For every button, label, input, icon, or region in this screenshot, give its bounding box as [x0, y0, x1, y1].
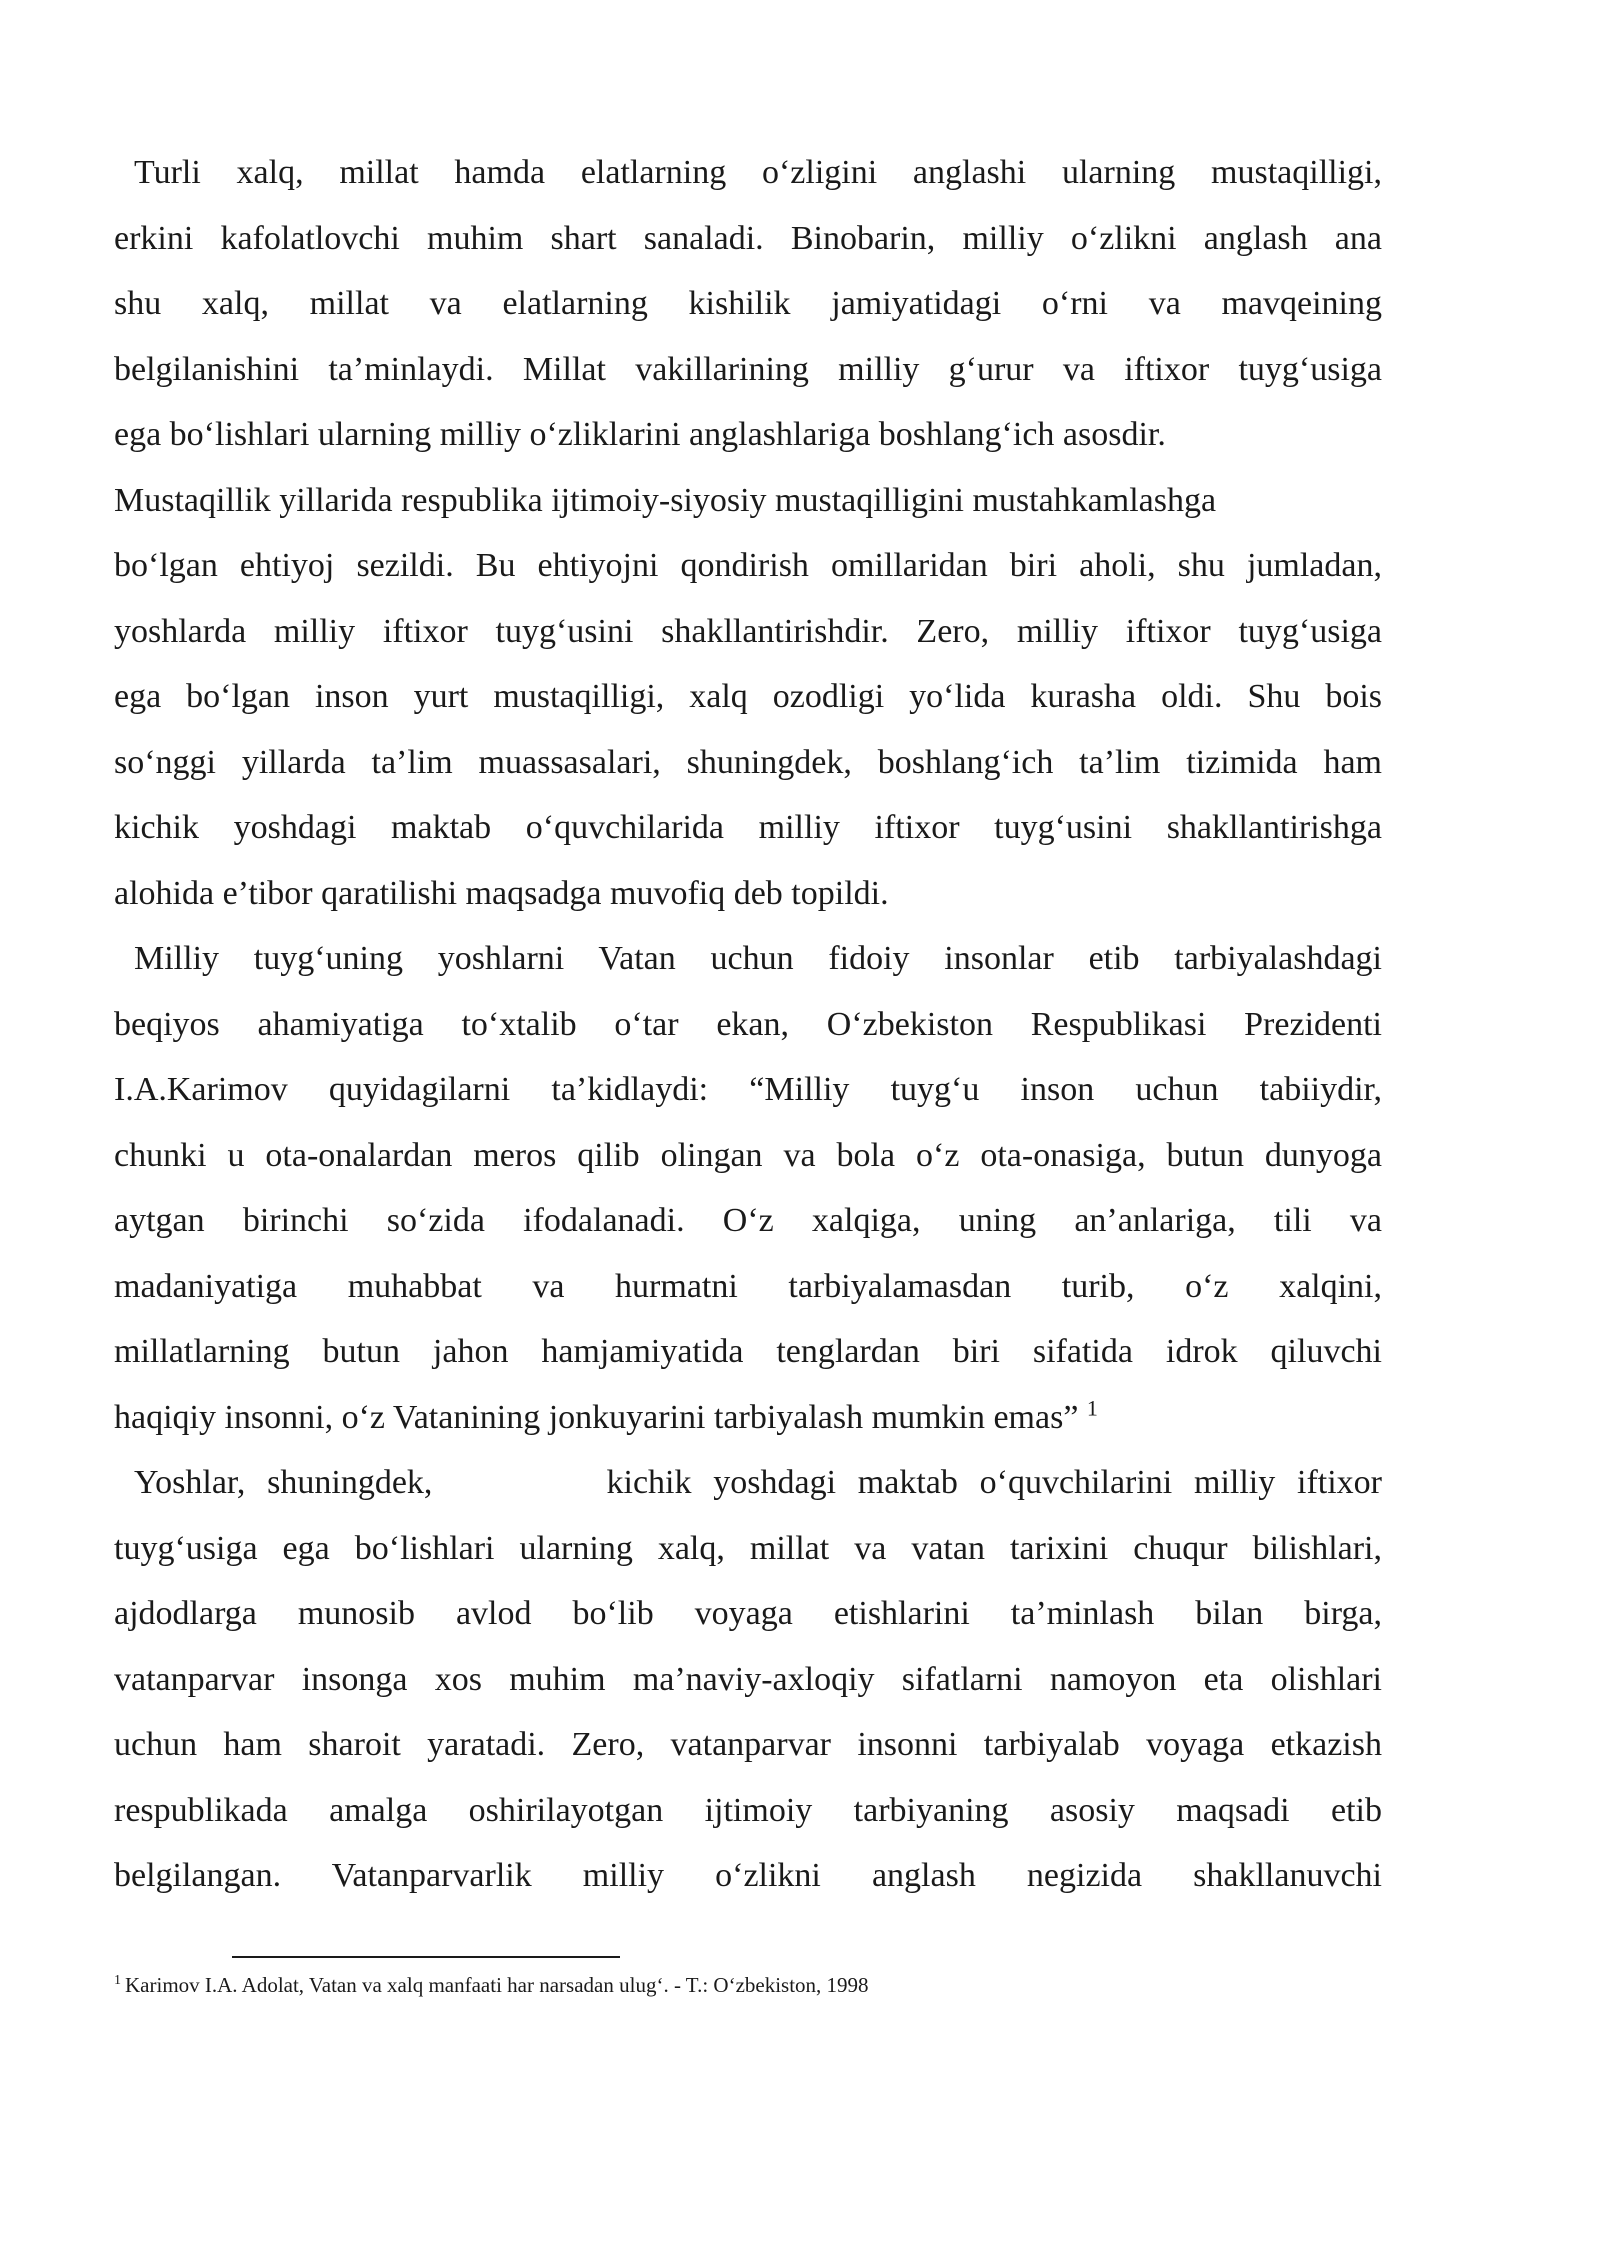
paragraph-2	[114, 468, 1382, 927]
text-line: I.A.Karimov quyidagilarni ta’kidlaydi: “Milliy tuyg‘u inson uchun tabiiydir,	[114, 1071, 1382, 1108]
text-line: alohida e’tibor qaratilishi maqsadga muvofiq deb topildi.	[114, 874, 889, 912]
text-line: erkini kafolatlovchi muhim shart sanaladi. Binobarin, milliy o‘zlikni anglash ana	[114, 219, 1382, 257]
text-line: Yoshlar, shuningdek, kichik yoshdagi maktab o‘quvchilarini milliy iftixor	[134, 1464, 1382, 1501]
text-line: vatanparvar insonga xos muhim ma’naviy-axloqiy sifatlarni namoyon eta olishlari	[114, 1660, 1382, 1698]
text-line: Turli xalq, millat hamda elatlarning o‘zligini anglashi ularning mustaqilligi,	[134, 154, 1382, 191]
text-line: respublikada amalga oshirilayotgan ijtimoiy tarbiyaning asosiy maqsadi etib	[114, 1791, 1382, 1829]
text-line: millatlarning butun jahon hamjamiyatida tenglardan biri sifatida idrok qiluvchi	[114, 1333, 1382, 1370]
text-line: belgilanishini ta’minlaydi. Millat vakillarining milliy g‘urur va iftixor tuyg‘usiga	[114, 350, 1382, 388]
footnote	[114, 1970, 1382, 2000]
footnote-separator	[232, 1956, 620, 1958]
text-line: belgilangan. Vatanparvarlik milliy o‘zlikni anglash negizida shakllanuvchi	[114, 1857, 1382, 1894]
text-line: shu xalq, millat va elatlarning kishilik jamiyatidagi o‘rni va mavqeining	[114, 285, 1382, 322]
paragraph-1	[114, 140, 1382, 468]
text-line: so‘nggi yillarda ta’lim muassasalari, shuningdek, boshlang‘ich ta’lim tizimida ham	[114, 743, 1382, 781]
body-text	[114, 140, 1382, 1909]
text-line: aytgan birinchi so‘zida ifodalanadi. O‘z xalqiga, uning an’anlariga, tili va	[114, 1202, 1382, 1239]
text-line: yoshlarda milliy iftixor tuyg‘usini shakllantirishdir. Zero, milliy iftixor tuyg‘usiga	[114, 612, 1382, 650]
text-line: Mustaqillik yillarida respublika ijtimoiy-siyosiy mustaqilligini mustahkamlashga	[114, 481, 1217, 519]
text-line: Milliy tuyg‘uning yoshlarni Vatan uchun fidoiy insonlar etib tarbiyalashdagi	[134, 940, 1382, 977]
text-line: uchun ham sharoit yaratadi. Zero, vatanparvar insonni tarbiyalab voyaga etkazish	[114, 1726, 1382, 1763]
paragraph-3	[114, 926, 1382, 1450]
text-line: haqiqiy insonni, o‘z Vatanining jonkuyarini tarbiyalash mumkin emas”	[114, 1398, 1079, 1436]
paragraph-4	[114, 1450, 1382, 1909]
text-line-with-footnote	[114, 1385, 1382, 1451]
text-line: beqiyos ahamiyatiga to‘xtalib o‘tar ekan, O‘zbekiston Respublikasi Prezidenti	[114, 1005, 1382, 1043]
text-line: bo‘lgan ehtiyoj sezildi. Bu ehtiyojni qondirish omillaridan biri aholi, shu jumladan,	[114, 547, 1382, 584]
footnote-reference[interactable]: 1	[1086, 1395, 1098, 1421]
text-line: chunki u ota-onalardan meros qilib olingan va bola o‘z ota-onasiga, butun dunyoga	[114, 1136, 1382, 1174]
text-line: ega bo‘lishlari ularning milliy o‘zliklarini anglashlariga boshlang‘ich asosdir.	[114, 416, 1166, 453]
text-line: tuyg‘usiga ega bo‘lishlari ularning xalq, millat va vatan tarixini chuqur bilishlari,	[114, 1529, 1382, 1567]
text-line: madaniyatiga muhabbat va hurmatni tarbiyalamasdan turib, o‘z xalqini,	[114, 1267, 1382, 1305]
footnote-number: 1	[114, 1973, 121, 1988]
text-line: ega bo‘lgan inson yurt mustaqilligi, xalq ozodligi yo‘lida kurasha oldi. Shu bois	[114, 678, 1382, 715]
text-line: ajdodlarga munosib avlod bo‘lib voyaga etishlarini ta’minlash bilan birga,	[114, 1595, 1382, 1632]
text-line: kichik yoshdagi maktab o‘quvchilarida milliy iftixor tuyg‘usini shakllantirishga	[114, 809, 1382, 846]
footnote-text: Karimov I.A. Adolat, Vatan va xalq manfaati har narsadan ulug‘. - T.: O‘zbekiston, 1998	[125, 1973, 869, 1997]
